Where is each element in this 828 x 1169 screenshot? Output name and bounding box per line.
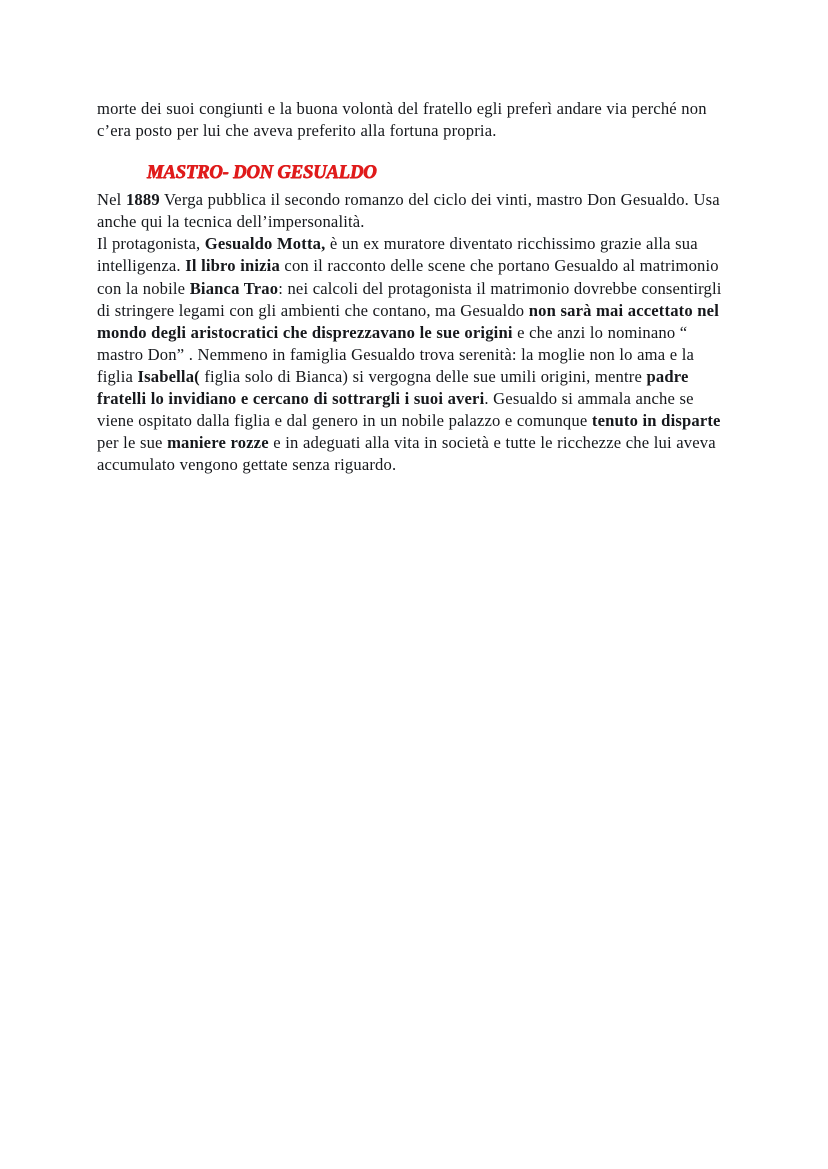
spacer-above-heading [97, 142, 725, 161]
text-run: . Gesualdo si ammala anche se viene ospitato dalla figlia e dal genero in un nobile palazzo e comunque [97, 389, 694, 431]
emphasis-bold: padre fratelli lo invidiano e cercano di sottrargli i suoi averi [97, 366, 689, 409]
text-run: morte dei suoi congiunti e la buona volontà del fratello egli preferì andare via perché non c’era posto per lui che aveva preferito alla fortuna propria. [97, 99, 707, 141]
emphasis-bold: maniere rozze [167, 433, 269, 453]
text-run: è un ex muratore diventato ricchissimo grazie alla sua intelligenza. [97, 234, 698, 276]
text-run: e in adeguati alla vita in società e tutte le ricchezze che lui aveva accumulato vengono gettate senza riguardo. [97, 433, 716, 475]
emphasis-bold: tenuto in disparte [591, 411, 721, 431]
page-title: MASTRO- DON GESUALDO [146, 162, 377, 184]
text-run: e che anzi lo nominano “ mastro Don” . Nemmeno in famiglia Gesualdo trova serenità: la moglie non lo ama e la figlia [97, 322, 695, 386]
emphasis-bold: Il libro inizia [185, 256, 280, 276]
paragraph-plot-summary [97, 233, 725, 476]
text-run: per le sue [97, 433, 168, 453]
emphasis-bold: non sarà mai accettato nel mondo degli aristocratici che disprezzavano le sue origini [97, 300, 719, 342]
paragraph-intro-continuation [97, 98, 725, 142]
text-run: : nei calcoli del protagonista il matrimonio dovrebbe consentirgli di stringere legami con gli ambienti che contano, ma Gesualdo [97, 278, 722, 320]
text-run: figlia solo di Bianca) si vergogna delle sue umili origini, mentre [199, 366, 647, 386]
emphasis-bold: Isabella( [137, 366, 200, 386]
text-run: Nel [97, 190, 126, 210]
text-run: con il racconto delle scene che portano Gesualdo al matrimonio con la nobile [97, 256, 719, 298]
emphasis-bold: Gesualdo Motta, [204, 234, 326, 254]
text-run: Il protagonista, [97, 234, 205, 254]
emphasis-bold: 1889 [125, 190, 160, 210]
paragraph-publication-note [97, 189, 725, 233]
text-run: Verga pubblica il secondo romanzo del ciclo dei vinti, mastro Don Gesualdo. Usa anche qui la tecnica dell’impersonalità. [97, 190, 720, 232]
emphasis-bold: Bianca Trao [189, 278, 279, 298]
document-body [97, 98, 725, 476]
